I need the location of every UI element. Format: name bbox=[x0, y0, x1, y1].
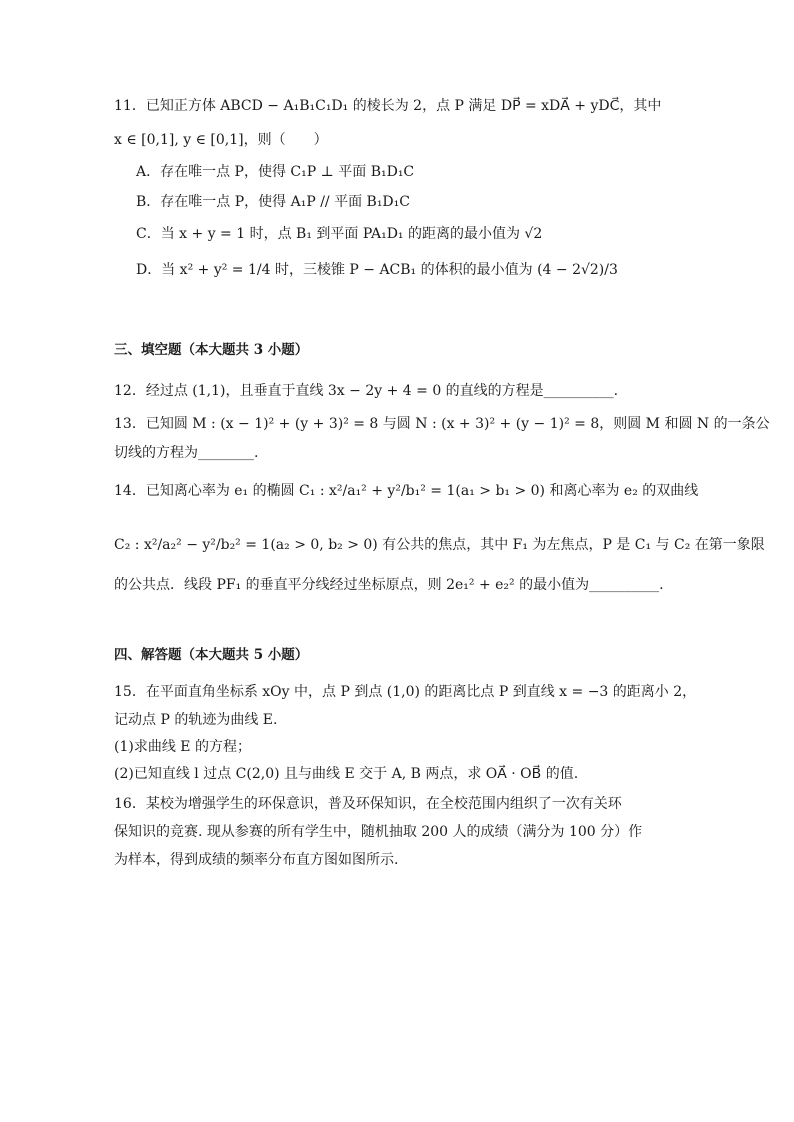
q16-line1: 16．某校为增强学生的环保意识，普及环保知识，在全校范围内组织了一次有关环 bbox=[114, 796, 622, 812]
q16-line2: 保知识的竞赛. 现从参赛的所有学生中，随机抽取 200 人的成绩（满分为 100 分）作 bbox=[114, 824, 643, 840]
section3-heading: 三、填空题（本大题共 3 小题） bbox=[114, 342, 309, 358]
section4-heading: 四、解答题（本大题共 5 小题） bbox=[114, 647, 309, 663]
q14-line1: 14．已知离心率为 e₁ 的椭圆 C₁ : x²/a₁² + y²/b₁² = 1(a₁ > b₁ > 0) 和离心率为 e₂ 的双曲线 bbox=[114, 483, 699, 499]
q15-part1: (1)求曲线 E 的方程； bbox=[114, 739, 251, 755]
q13-line1: 13．已知圆 M : (x − 1)² + (y + 3)² = 8 与圆 N : (x + 3)² + (y − 1)² = 8，则圆 M 和圆 N 的一条公 bbox=[114, 416, 770, 432]
q11-option-a: A．存在唯一点 P，使得 C₁P ⊥ 平面 B₁D₁C bbox=[136, 164, 415, 180]
q12-text: 12．经过点 (1,1)，且垂直于直线 3x − 2y + 4 = 0 的直线的方程是__________. bbox=[114, 383, 619, 399]
q11-stem-line1: 11．已知正方体 ABCD − A₁B₁C₁D₁ 的棱长为 2，点 P 满足 DP⃗ = xDA⃗ + yDC⃗，其中 bbox=[114, 98, 662, 114]
q14-line3: 的公共点．线段 PF₁ 的垂直平分线经过坐标原点，则 2e₁² + e₂² 的最小值为__________. bbox=[114, 577, 664, 593]
q11-option-c: C．当 x + y = 1 时，点 B₁ 到平面 PA₁D₁ 的距离的最小值为 √2 bbox=[136, 226, 543, 242]
q11-option-b: B．存在唯一点 P，使得 A₁P // 平面 B₁D₁C bbox=[136, 194, 410, 210]
q13-line2: 切线的方程为________. bbox=[114, 445, 259, 461]
q15-line2: 记动点 P 的轨迹为曲线 E. bbox=[114, 712, 278, 728]
q11-stem-line2: x ∈ [0,1], y ∈ [0,1]，则（ ） bbox=[114, 132, 328, 148]
q14-line2: C₂ : x²/a₂² − y²/b₂² = 1(a₂ > 0, b₂ > 0) 有公共的焦点，其中 F₁ 为左焦点，P 是 C₁ 与 C₂ 在第一象限 bbox=[114, 537, 765, 553]
q15-part2: (2)已知直线 l 过点 C(2,0) 且与曲线 E 交于 A, B 两点，求 OA⃗ · OB⃗ 的值. bbox=[114, 766, 579, 782]
q16-line3: 为样本，得到成绩的频率分布直方图如图所示. bbox=[114, 852, 399, 868]
q15-line1: 15．在平面直角坐标系 xOy 中，点 P 到点 (1,0) 的距离比点 P 到直线 x = −3 的距离小 2， bbox=[114, 684, 697, 700]
q11-option-d: D．当 x² + y² = 1/4 时，三棱锥 P − ACB₁ 的体积的最小值为 (4 − 2√2)/3 bbox=[136, 262, 618, 278]
